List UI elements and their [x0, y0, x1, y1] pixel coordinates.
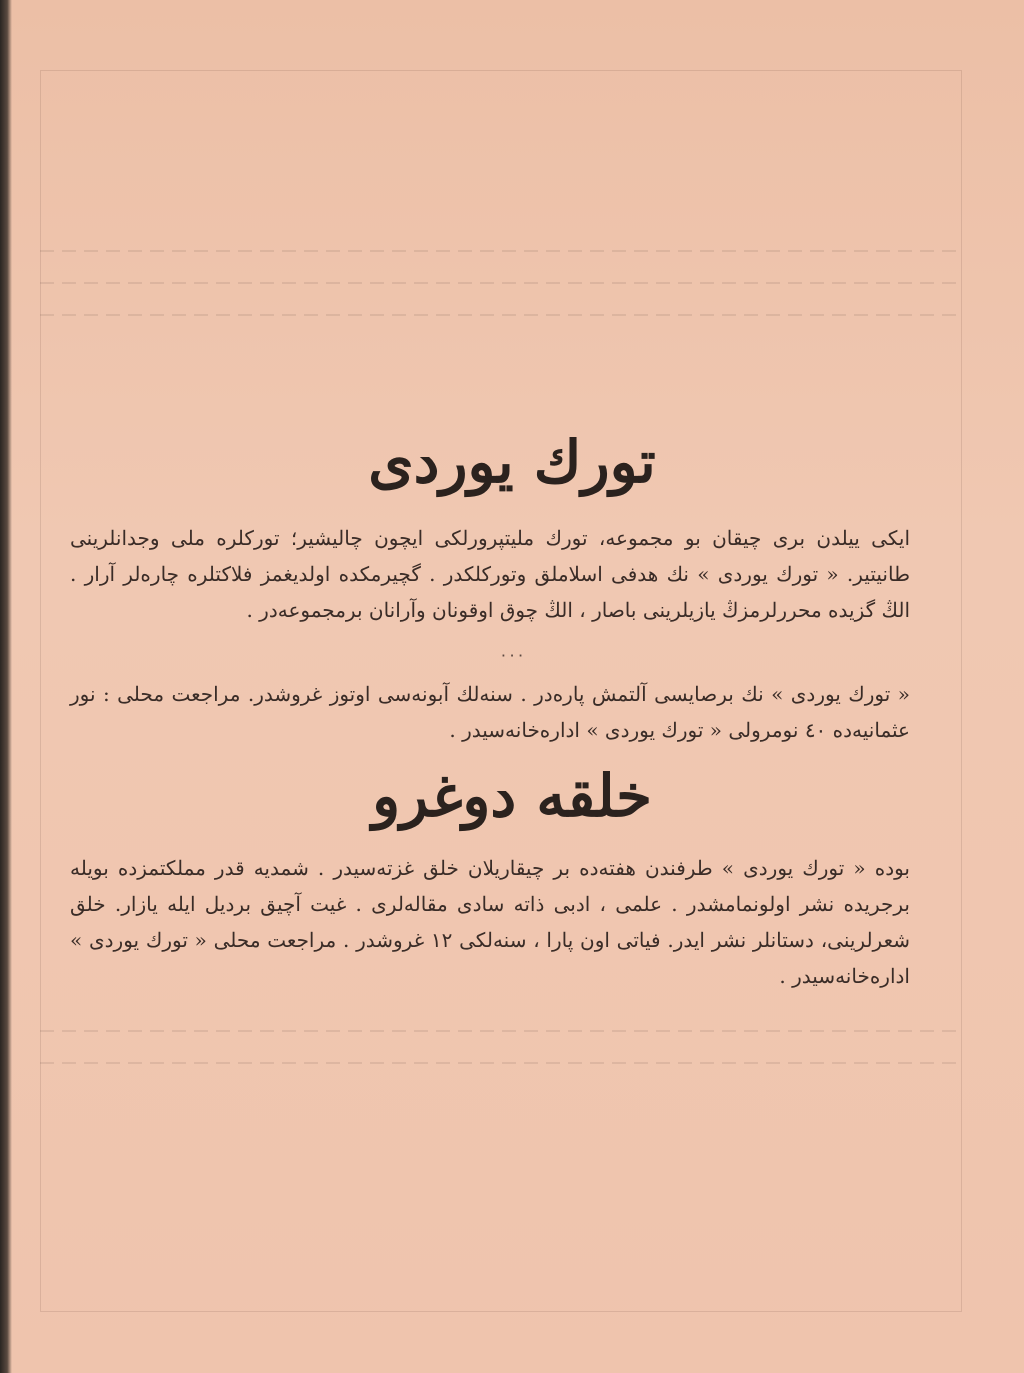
show-through-line	[40, 250, 960, 252]
section1-note: « تورك يوردى » نك برصايسى آلتمش پاره‌در . سنه‌لك آبونه‌سى اوتوز غروشدر. مراجعت محلى : نور عثمانيه‌ده ٤٠ نومرولى « تورك يوردى » اداره‌خانه‌سيدر .	[70, 682, 910, 742]
section-separator: ٠٠٠	[499, 645, 525, 664]
section1-paragraph: ايكى ييلدن برى چيقان بو مجموعه، تورك مليتپرورلكى ايچون چاليشير؛ توركلره ملى وجدانلرينى طانيتير. « تورك يوردى » نك هدفى اسلاملق وتوركلكدر . گچيرمكده اولديغمز فلاكتلره چاره‌لر آرار . الڭ گزيده محررلرمزڭ يازيلرينى باصار ، الڭ چوق اوقونان وآرانان برمجموعه‌در .	[70, 526, 910, 622]
show-through-line	[40, 1062, 960, 1064]
binding-edge	[0, 0, 12, 1373]
show-through-line	[40, 282, 960, 284]
section1-title: تورك يوردى	[368, 428, 656, 496]
section2-paragraph: بوده « تورك يوردى » طرفندن هفته‌ده بر چيقاريلان خلق غزته‌سيدر . شمديه قدر مملكتمزده بويله برجريده نشر اولونمامشدر . علمى ، ادبى ذاته سادى مقاله‌لرى . غيت آچيق برديل ايله يازار. خلق شعرلرينى، دستانلر نشر ايدر. فياتى اون پارا ، سنه‌لكى ١٢ غروشدر . مراجعت محلى « تورك يوردى » اداره‌خانه‌سيدر .	[70, 856, 910, 988]
show-through-line	[40, 314, 960, 316]
section2-title: خلقه دوغرو	[372, 762, 652, 830]
show-through-line	[40, 1030, 960, 1032]
